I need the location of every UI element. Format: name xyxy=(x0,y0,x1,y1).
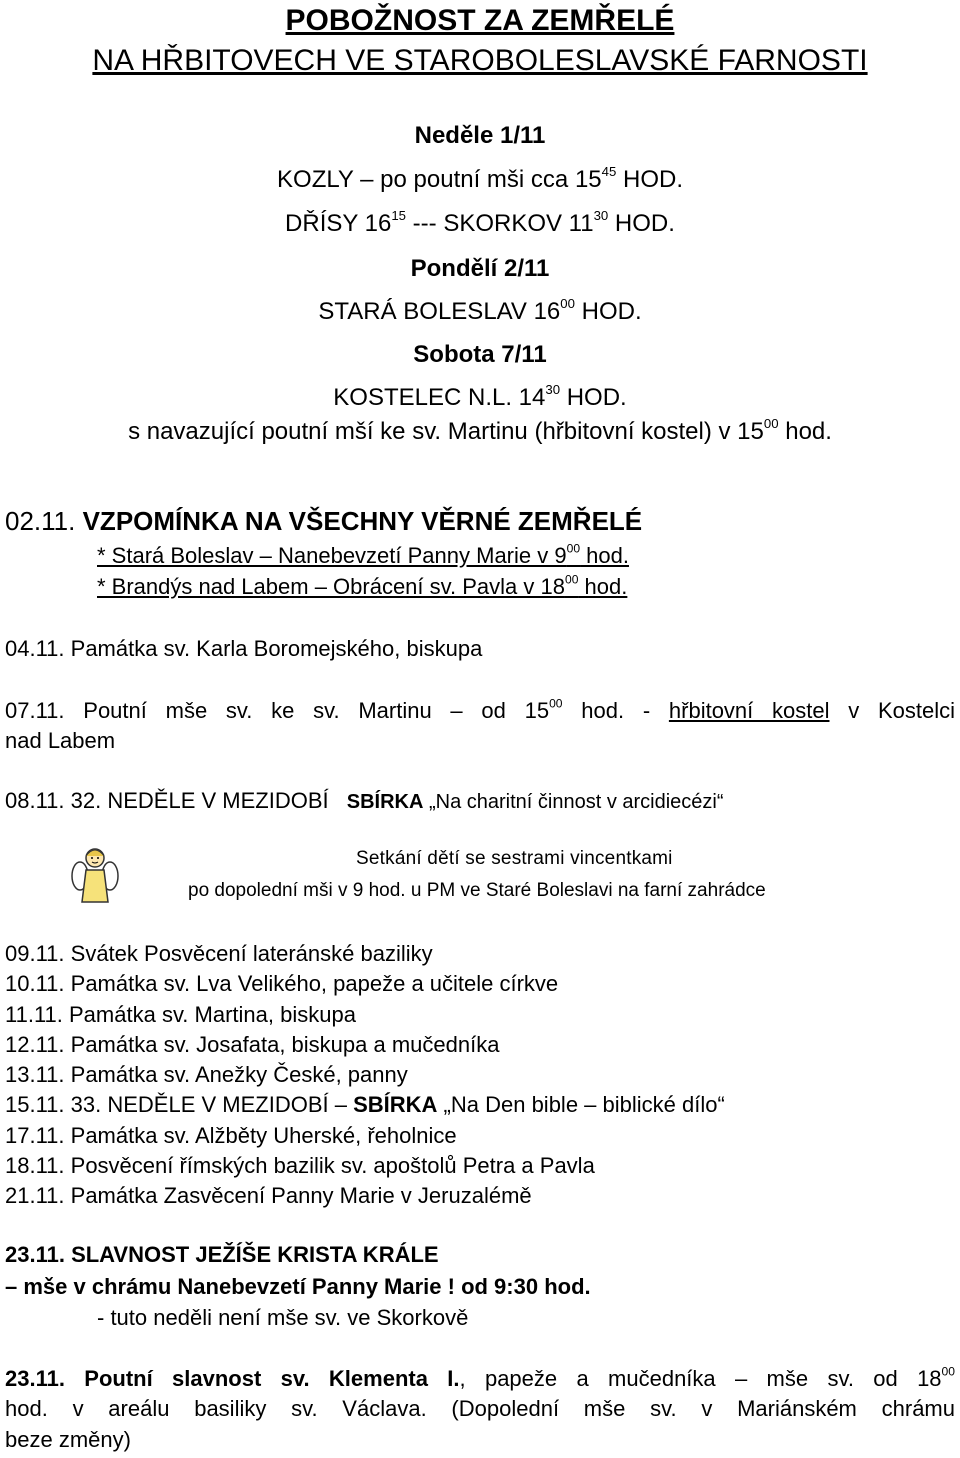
setkani-line1: Setkání dětí se sestrami vincentkami xyxy=(356,848,673,869)
navazujici-line: s navazující poutní mší ke sv. Martinu (hřbitovní kostel) v $15^{00}$ hod. xyxy=(128,415,832,445)
entry-0711-cont: nad Labem xyxy=(5,728,116,753)
vzpominka-boleslav: * Stará Boleslav – Nanebevzetí Panny Marie v $9^{00}$ hod. xyxy=(97,541,629,568)
klement-line2: hod. v areálu basiliky sv. Václava. (Dopolední mše sv. v Mariánském chrámu xyxy=(5,1396,955,1421)
krista-krale-heading: 23.11. SLAVNOST JEŽÍŠE KRISTA KRÁLE xyxy=(5,1242,439,1267)
klement-line3: beze změny) xyxy=(5,1427,131,1452)
cemetery-church-link: hřbitovní kostel xyxy=(668,698,830,723)
list-item: 10.11. Památka sv. Lva Velikého, papeže a učitele církve xyxy=(5,971,559,997)
list-item: 21.11. Památka Zasvěcení Panny Marie v Jeruzalémě xyxy=(5,1183,532,1209)
list-item: 17.11. Památka sv. Alžběty Uherské, řeholnice xyxy=(5,1122,457,1148)
list-item: 11.11. Památka sv. Martina, biskupa xyxy=(5,1001,356,1027)
sbirka-label: SBÍRKA xyxy=(346,791,424,813)
krista-krale-mass: – mše v chrámu Nanebevzetí Panny Marie ! od 9:30 hod. xyxy=(5,1274,591,1299)
entry-0811: 08.11. 32. NEDĚLE V MEZIDOBÍ SBÍRKA „Na charitní činnost v arcidiecézi“ xyxy=(5,788,724,813)
drisy-line: DŘÍSY $16^{15}$ --- SKORKOV $11^{30}$ HOD. xyxy=(285,207,675,237)
sbirka-label: SBÍRKA xyxy=(353,1092,438,1118)
vzpominka-brandys: * Brandýs nad Labem – Obrácení sv. Pavla v $18^{00}$ hod. xyxy=(97,572,628,599)
list-item: 09.11. Svátek Posvěcení lateránské baziliky xyxy=(5,941,433,966)
list-item: 18.11. Posvěcení římských bazilik sv. apoštolů Petra a Pavla xyxy=(5,1153,595,1179)
feast-list xyxy=(5,939,725,1212)
klement-line1: 23.11. Poutní slavnost sv. Klementa I., papeže a mučedníka – mše sv. od $18^{00}$ xyxy=(5,1364,955,1391)
krista-krale-note: - tuto neděli není mše sv. ve Skorkově xyxy=(97,1305,469,1330)
entry-0711: 07.11. Poutní mše sv. ke sv. Martinu – od $15^{00}$ hod. - hřbitovní kostel v Kostelci xyxy=(5,696,955,723)
kozly-line: KOZLY – po poutní mši cca $15^{45}$ HOD. xyxy=(277,163,683,193)
entry-0411: 04.11. Památka sv. Karla Boromejského, biskupa xyxy=(5,636,483,661)
list-item: 12.11. Památka sv. Josafata, biskupa a mučedníka xyxy=(5,1031,500,1057)
sunday-heading: Neděle 1/11 xyxy=(414,122,546,149)
monday-heading: Pondělí 2/11 xyxy=(410,255,550,282)
angel-icon xyxy=(70,840,120,906)
vzpominka-heading xyxy=(5,506,642,537)
list-item-1511: 15.11. 33. NEDĚLE V MEZIDOBÍ – SBÍRKA „Na Den bible – biblické dílo“ xyxy=(5,1092,725,1118)
list-item: 13.11. Památka sv. Anežky České, panny xyxy=(5,1062,408,1088)
page-subtitle: NA HŘBITOVECH VE STAROBOLESLAVSKÉ FARNOSTI xyxy=(92,44,868,77)
vzpominka-date: 02.11. xyxy=(5,506,76,536)
vzpominka-title: VZPOMÍNKA NA VŠECHNY VĚRNÉ ZEMŘELÉ xyxy=(82,506,643,536)
boleslav-line: STARÁ BOLESLAV $16^{00}$ HOD. xyxy=(318,295,642,325)
saturday-heading: Sobota 7/11 xyxy=(413,341,547,368)
page-title: POBOŽNOST ZA ZEMŘELÉ xyxy=(285,4,675,37)
setkani-line2: po dopolední mši v 9 hod. u PM ve Staré Boleslavi na farní zahrádce xyxy=(188,880,766,901)
kostelec-line: KOSTELEC N.L. $14^{30}$ HOD. xyxy=(333,381,627,411)
